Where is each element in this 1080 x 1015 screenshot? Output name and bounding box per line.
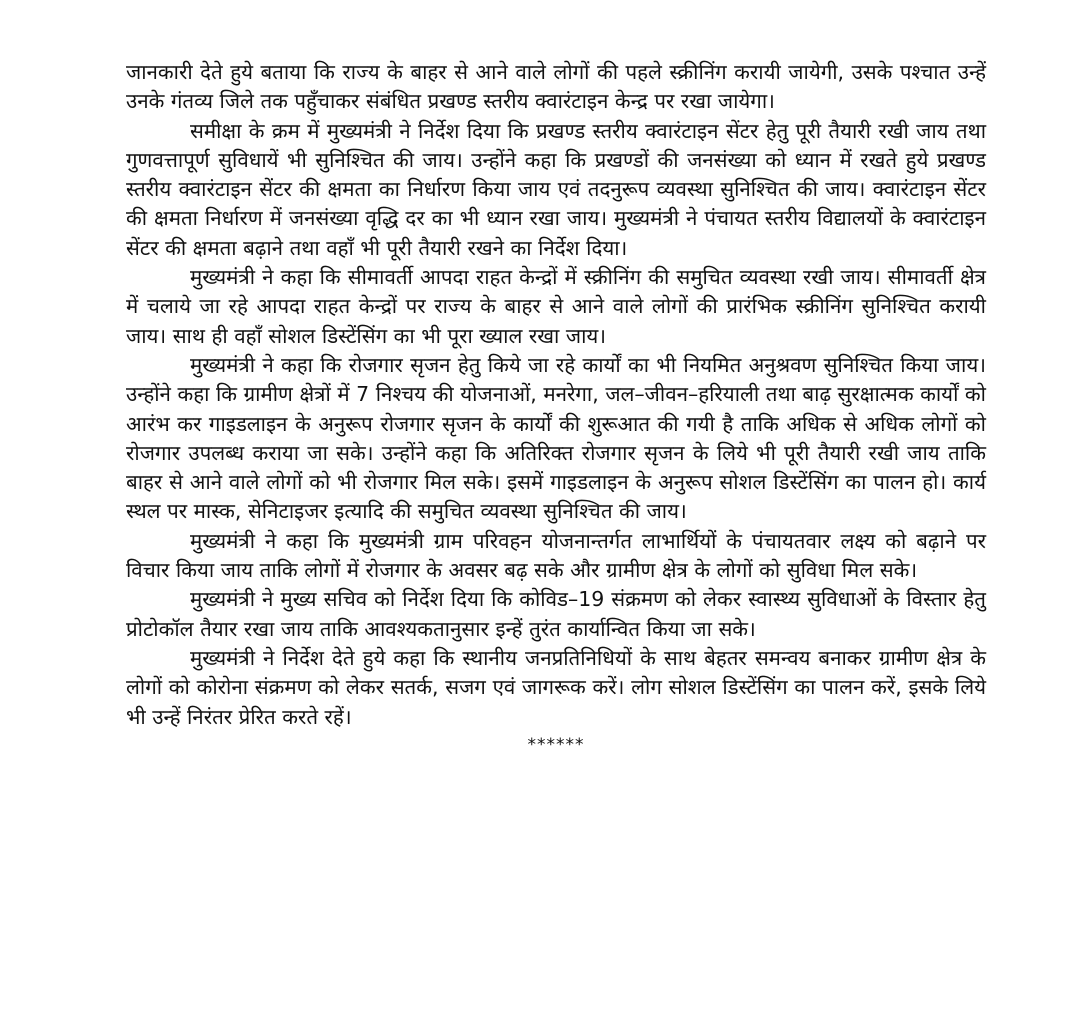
paragraph-5: मुख्यमंत्री ने कहा कि मुख्यमंत्री ग्राम परिवहन योजनान्तर्गत लाभार्थियों के पंचायतवार लक्ष्य को बढ़ाने पर विचार किया जाय ताकि लोगों में रोजगार के अवसर बढ़ सके और ग्रामीण क्षेत्र के लोगों को सुविधा मिल सके। bbox=[126, 528, 986, 583]
document-page bbox=[126, 58, 986, 756]
paragraph-2: समीक्षा के क्रम में मुख्यमंत्री ने निर्देश दिया कि प्रखण्ड स्तरीय क्वारंटाइन सेंटर हेतु पूरी तैयारी रखी जाय तथा गुणवत्तापूर्ण सुविधायें भी सुनिश्चित की जाय। उन्होंने कहा कि प्रखण्डों की जनसंख्या को ध्यान में रखते हुये प्रखण्ड स्तरीय क्वारंटाइन सेंटर की क्षमता का निर्धारण किया जाय एवं तदनुरूप व्यवस्था सुनिश्चित की जाय। क्वारंटाइन सेंटर की क्षमता निर्धारण में जनसंख्या वृद्धि दर का भी ध्यान रखा जाय। मुख्यमंत्री ने पंचायत स्तरीय विद्यालयों के क्वारंटाइन सेंटर की क्षमता बढ़ाने तथा वहाँ भी पूरी तैयारी रखने का निर्देश दिया। bbox=[126, 118, 986, 260]
end-separator: ****** bbox=[527, 734, 585, 755]
paragraph-3: मुख्यमंत्री ने कहा कि सीमावर्ती आपदा राहत केन्द्रों में स्क्रीनिंग की समुचित व्यवस्था रखी जाय। सीमावर्ती क्षेत्र में चलाये जा रहे आपदा राहत केन्द्रों पर राज्य के बाहर से आने वाले लोगों की प्रारंभिक स्क्रीनिंग सुनिश्चित करायी जाय। साथ ही वहाँ सोशल डिस्टेंसिंग का भी पूरा ख्याल रखा जाय। bbox=[126, 265, 986, 348]
paragraph-4: मुख्यमंत्री ने कहा कि रोजगार सृजन हेतु किये जा रहे कार्यों का भी नियमित अनुश्रवण सुनिश्चित किया जाय। उन्होंने कहा कि ग्रामीण क्षेत्रों में 7 निश्चय की योजनाओं, मनरेगा, जल–जीवन–हरियाली तथा बाढ़ सुरक्षात्मक कार्यों को आरंभ कर गाइडलाइन के अनुरूप रोजगार सृजन के कार्यों की शुरूआत की गयी है ताकि अधिक से अधिक लोगों को रोजगार उपलब्ध कराया जा सके। उन्होंने कहा कि अतिरिक्त रोजगार सृजन के लिये भी पूरी तैयारी रखी जाय ताकि बाहर से आने वाले लोगों को भी रोजगार मिल सके। इसमें गाइडलाइन के अनुरूप सोशल डिस्टेंसिंग का पालन हो। कार्य स्थल पर मास्क, सेनिटाइजर इत्यादि की समुचित व्यवस्था सुनिश्चित की जाय। bbox=[126, 352, 986, 524]
paragraph-6: मुख्यमंत्री ने मुख्य सचिव को निर्देश दिया कि कोविड–19 संक्रमण को लेकर स्वास्थ्य सुविधाओं के विस्तार हेतु प्रोटोकॉल तैयार रखा जाय ताकि आवश्यकतानुसार इन्हें तुरंत कार्यान्वित किया जा सके। bbox=[126, 587, 986, 641]
paragraph-1: जानकारी देते हुये बताया कि राज्य के बाहर से आने वाले लोगों की पहले स्क्रीनिंग करायी जायेगी, उसके पश्चात उन्हें उनके गंतव्य जिले तक पहुँचाकर संबंधित प्रखण्ड स्तरीय क्वारंटाइन केन्द्र पर रखा जायेगा। bbox=[126, 60, 986, 114]
paragraph-7: मुख्यमंत्री ने निर्देश देते हुये कहा कि स्थानीय जनप्रतिनिधियों के साथ बेहतर समन्वय बनाकर ग्रामीण क्षेत्र के लोगों को कोरोना संक्रमण को लेकर सतर्क, सजग एवं जागरूक करें। लोग सोशल डिस्टेंसिंग का पालन करें, इसके लिये भी उन्हें निरंतर प्रेरित करते रहें। bbox=[126, 645, 986, 729]
